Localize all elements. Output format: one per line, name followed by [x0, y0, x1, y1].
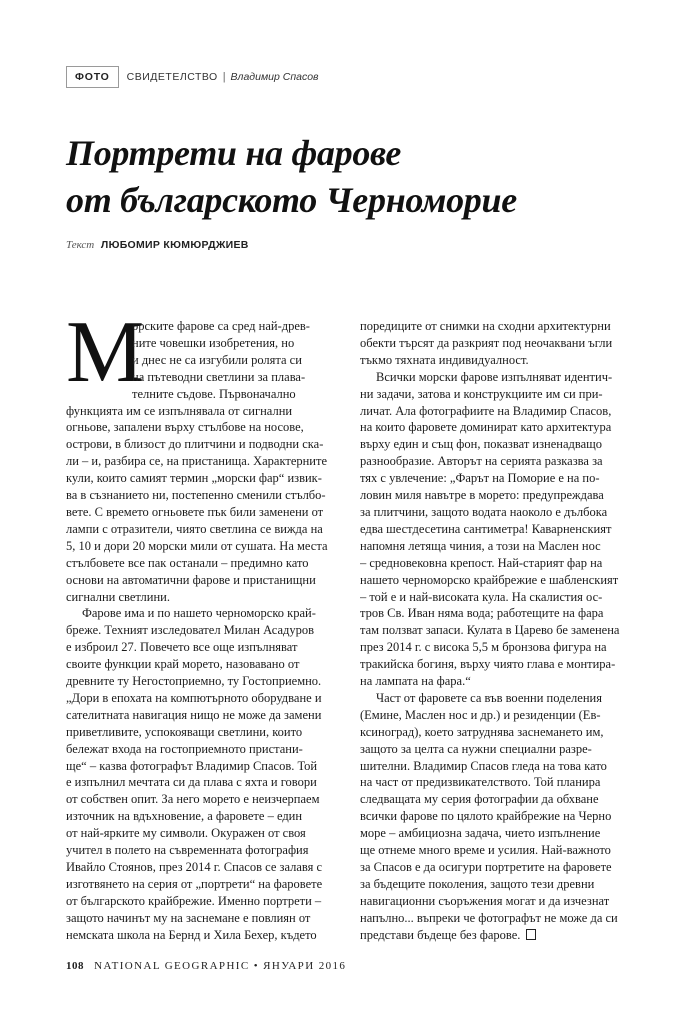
article-line: немската школа на Бернд и Хила Бехер, където [66, 927, 317, 942]
article-line: защото за целта са нужни специални разре- [360, 741, 592, 756]
article-line: върху един и същ фон, показват изненадващо [360, 437, 603, 452]
drop-cap: М [66, 304, 145, 401]
article-column-left [66, 304, 338, 944]
article-line: море – амбициозна задача, чието изпълнение [360, 826, 601, 841]
byline-label: Текст [66, 239, 95, 251]
article-line: – средновековна крепост. Най-старият фар на [360, 555, 603, 570]
article-line: изготвянето на серия от „портрети“ на фаровете [66, 876, 323, 891]
article-line: тров Св. Иван няма вода; работещите на фара [360, 606, 604, 621]
article-line: през 2014 г. с висока 5,5 м бронзова фигура на [360, 640, 607, 655]
article-line: разнообразие. Авторът на серията разказва за [360, 454, 603, 469]
article-line: напълно... въпреки че фотографът не може да си [360, 910, 618, 925]
article-line: кули, които самият термин „морски фар“ извик- [66, 471, 322, 486]
article-line: орските фарове са сред най-древ- [132, 319, 310, 333]
title-line-1: Портрети на фарове [66, 133, 402, 173]
article-line: на част от предизвикателството. Той планира [360, 775, 601, 790]
byline-author: ЛЮБОМИР КЮМЮРДЖИЕВ [100, 239, 249, 251]
article-line: навигационни съоръжения могат и да изчезнат [360, 893, 610, 908]
article-line: телните съдове. Първоначално [132, 386, 296, 401]
article-line: ще отнеме много време и усилия. Най-важното [360, 843, 611, 858]
article-line: огньове, запалени върху стълбове на носове, [66, 420, 304, 435]
article-line: поредиците от снимки на сходни архитектурни [360, 319, 611, 333]
article-line: обекти търсят да разкрият под неочаквани ъгли [360, 335, 613, 350]
page-number: 108 [66, 960, 84, 972]
article-line: е изпълнил мечтата си да плава с яхта и говори [66, 775, 317, 790]
article-line: ните човешки изобретения, но [132, 335, 295, 350]
article-line: лампи с отразители, чиято светлина се вижда на [66, 521, 323, 536]
article-line: острови, в близост до плитчини и подводни ска- [66, 437, 324, 452]
article-line: стълбовете все пак останали – предимно като [66, 555, 309, 570]
article-line: следващата му серия фотографии да обхване [360, 792, 599, 807]
article-line: едва шестдесетина сантиметра! Каварненският [360, 521, 612, 536]
article-line: (Емине, Маслен нос и др.) и резиденции (Ев- [360, 707, 601, 722]
article-line: е изброил 27. Повечето все още изпълняват [66, 640, 298, 655]
article-line: източник на вдъхновение, а фаровете – един [66, 809, 303, 824]
article-line: вете. С времето огньовете пък били заменени от [66, 504, 324, 519]
article-line: Фарове има и по нашето черноморско край- [82, 606, 316, 621]
article-line: – той е и най-високата кула. На скалистия ос- [360, 589, 603, 604]
article-line: личат. Ала фотографиите на Владимир Спасов, [360, 403, 612, 418]
article-line: 5, 10 и дори 20 морски мили от сушата. На места [66, 538, 328, 553]
article-line: Всички морски фарове изпълняват идентич- [376, 369, 613, 384]
article-title [66, 130, 517, 224]
article-line: нашето черноморско крайбрежие е шабленският [360, 572, 619, 587]
article-line: основи на автоматични фарове и пристанищни [66, 572, 316, 587]
article-line: и днес не са изгубили ролята си [132, 352, 302, 367]
article-line: своите функции край морето, назовавано от [66, 657, 300, 672]
issue-date: ЯНУАРИ 2016 [263, 960, 347, 972]
article-line: на пътеводни светлини за плава- [132, 369, 306, 384]
article-line: на които фаровете доминират като архитектура [360, 420, 612, 435]
article-line: Ивайло Стоянов, през 2014 г. Спасов се залавя с [66, 860, 323, 874]
article-line: всички фарове по цялото крайбрежие на Черно [360, 809, 612, 824]
article-line: на лампата на фара.“ [360, 674, 471, 689]
byline [66, 239, 249, 251]
article-line: от българското крайбрежие. Именно портрети – [66, 893, 322, 908]
article-line: древните ту Негостоприемно, ту Гостоприемно. [66, 674, 322, 689]
article-line: сигнални светлини. [66, 589, 170, 604]
page-footer [66, 960, 346, 972]
section-header [66, 66, 319, 88]
header-author: Владимир Спасов [230, 71, 319, 83]
section-tag: ФОТО [66, 66, 119, 88]
article-line: приветливите, успокояващи светлини, които [66, 724, 303, 739]
article-line: „Дори в епохата на компютърното оборудване и [66, 690, 322, 705]
article-line: за плитчини, защото водата наоколо е дълбока [360, 504, 608, 519]
magazine-name: NATIONAL GEOGRAPHIC [94, 960, 250, 972]
article-line: представи бъдеще без фарове. [360, 927, 636, 944]
end-of-article-icon [526, 929, 536, 940]
article-line: шителни. Владимир Спасов гледа на това като [360, 758, 607, 773]
article-line: от най-ярките му символи. Окуражен от своя [66, 826, 306, 841]
article-line: тракийска богиня, върху чиято глава е монтира- [360, 657, 616, 672]
article-line: ни задачи, затова и конструкциите им си при- [360, 386, 603, 401]
article-line: бреже. Техният изследовател Милан Асадуров [66, 623, 315, 638]
article-line: ловин миля навътре в морето: предупреждава [360, 488, 604, 503]
section-label: СВИДЕТЕЛСТВО [126, 71, 218, 83]
article-line: сателитната навигация нищо не може да замени [66, 707, 322, 722]
footer-bullet: • [253, 960, 260, 972]
header-separator: | [222, 71, 226, 83]
article-line: учител в полето на съвременната фотография [66, 843, 309, 858]
article-line: защото начинът му на заснемане е повлиян от [66, 910, 311, 925]
article-line: ва в съзнанието ни, постепенно сменили стълбо- [66, 488, 326, 503]
article-line: за бъдещите поколения, защото тези древни [360, 876, 595, 891]
article-line: Част от фаровете са във военни поделения [376, 690, 602, 705]
article-line: тъкмо тяхната индивидуалност. [360, 352, 529, 367]
article-line: напомня летяща чиния, а този на Маслен нос [360, 538, 601, 553]
article-line: там ползват запаси. Кулата в Царево бе заменена [360, 623, 620, 638]
article-line: ще“ – казва фотографът Владимир Спасов. Той [66, 758, 318, 773]
article-line: функцията им се изпълнявала от сигнални [66, 403, 293, 418]
article-line: ксиноград), което затруднява заснемането им, [360, 724, 604, 739]
article-line: ли – и, разбира се, на пристанища. Характерните [66, 454, 328, 469]
article-line: тях с увлечение: „Фарът на Поморие е на по- [360, 471, 600, 486]
article-line: от собствен опит. За него морето е неизчерпаем [66, 792, 320, 807]
article-line: бележат входа на гостоприемното пристани- [66, 741, 303, 756]
title-line-2: от българското Черноморие [66, 180, 517, 220]
article-line: за Спасов е да осигури портретите на фаровете [360, 860, 612, 874]
article-column-right [360, 318, 636, 944]
